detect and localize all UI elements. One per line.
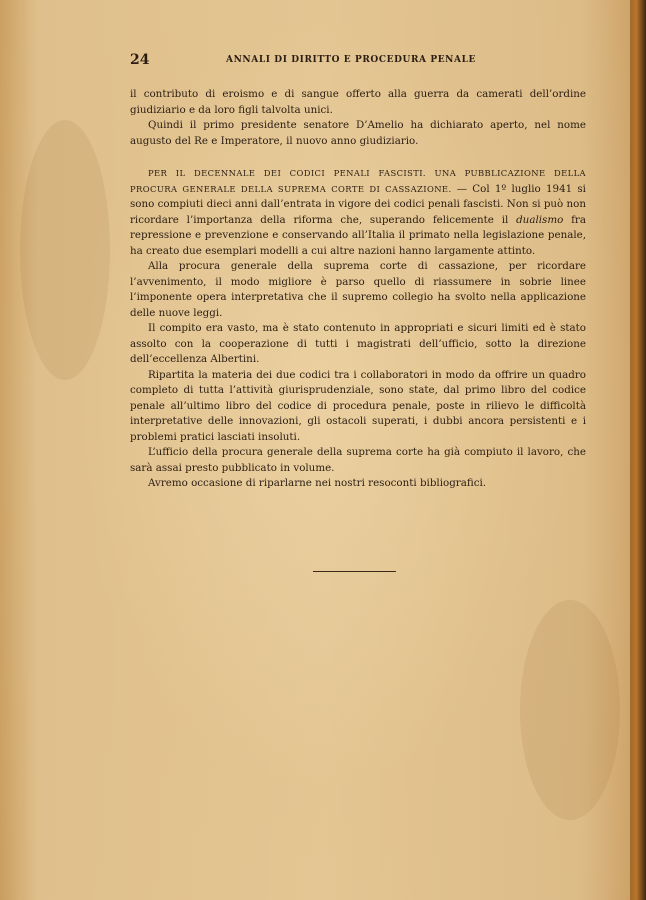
paragraph-opening-declaration: Quindi il primo presidente senatore D’Amelio ha dichiarato aperto, nel nome augusto del Re e Imperatore, il nuovo anno giudiziario. <box>130 119 586 147</box>
paragraph-ufficio: L’ufficio della procura generale della suprema corte ha già compiuto il lavoro, che sarà assai presto pubblicato in volume. <box>130 446 586 474</box>
section-intro-text: — Col 1º luglio 1941 si sono compiuti dieci anni dall’entrata in vigore dei codici penali fascisti. Non si può non ricordare l’importanza della riforma che, superando felicemente il <box>130 182 586 226</box>
section-intro-end: fra repressione e prevenzione e conservando all’Italia il primato nella legislazione penale, ha creato due esemplari modelli a cui altre nazioni hanno largamente attinto. <box>130 213 586 257</box>
paper-stain <box>20 120 110 380</box>
body-text <box>130 87 586 492</box>
end-rule <box>313 571 396 572</box>
paragraph-avremo: Avremo occasione di riparlarne nei nostri resoconti bibliografici. <box>148 477 487 489</box>
paper-stain <box>520 600 620 820</box>
page-header <box>130 52 584 72</box>
book-spine-edge <box>630 0 646 900</box>
page-number: 24 <box>130 52 150 68</box>
section-paragraph <box>130 166 586 259</box>
section-intro-italic: dualismo <box>516 213 564 226</box>
section-spacer <box>130 149 586 166</box>
paragraph-procura: Alla procura generale della suprema corte di cassazione, per ricordare l’avvenimento, il modo migliore è parso quello di riassumere in sobrie linee l’imponente opera interpretativa che il supremo collegio ha svolto nella applicazione delle nuove leggi. <box>130 260 586 319</box>
paragraph-continuation: il contributo di eroismo e di sangue offerto alla guerra da camerati dell’ordine giudiziario e da loro figli talvolta unici. <box>130 88 586 116</box>
section-heading: PER IL DECENNALE DEI CODICI PENALI FASCISTI. UNA PUBBLICAZIONE DELLA PROCURA GENERALE DELLA SUPREMA CORTE DI CASSAZIONE. <box>130 168 586 194</box>
running-head: ANNALI DI DIRITTO E PROCEDURA PENALE <box>226 55 476 65</box>
paragraph-compito: Il compito era vasto, ma è stato contenuto in appropriati e sicuri limiti ed è stato assolto con la cooperazione di tutti i magistrati dell’ufficio, sotto la direzione dell’eccellenza Albertini. <box>130 322 586 365</box>
paragraph-ripartita: Ripartita la materia dei due codici tra i collaboratori in modo da offrire un quadro completo di tutta l’attività giurisprudenziale, sono state, dal primo libro del codice penale all’ultimo libro del codice di procedura penale, poste in rilievo le difficoltà interpretative delle innovazioni, gli ostacoli superati, i dubbi ancora persistenti e i problemi pratici lasciati insoluti. <box>130 368 586 443</box>
